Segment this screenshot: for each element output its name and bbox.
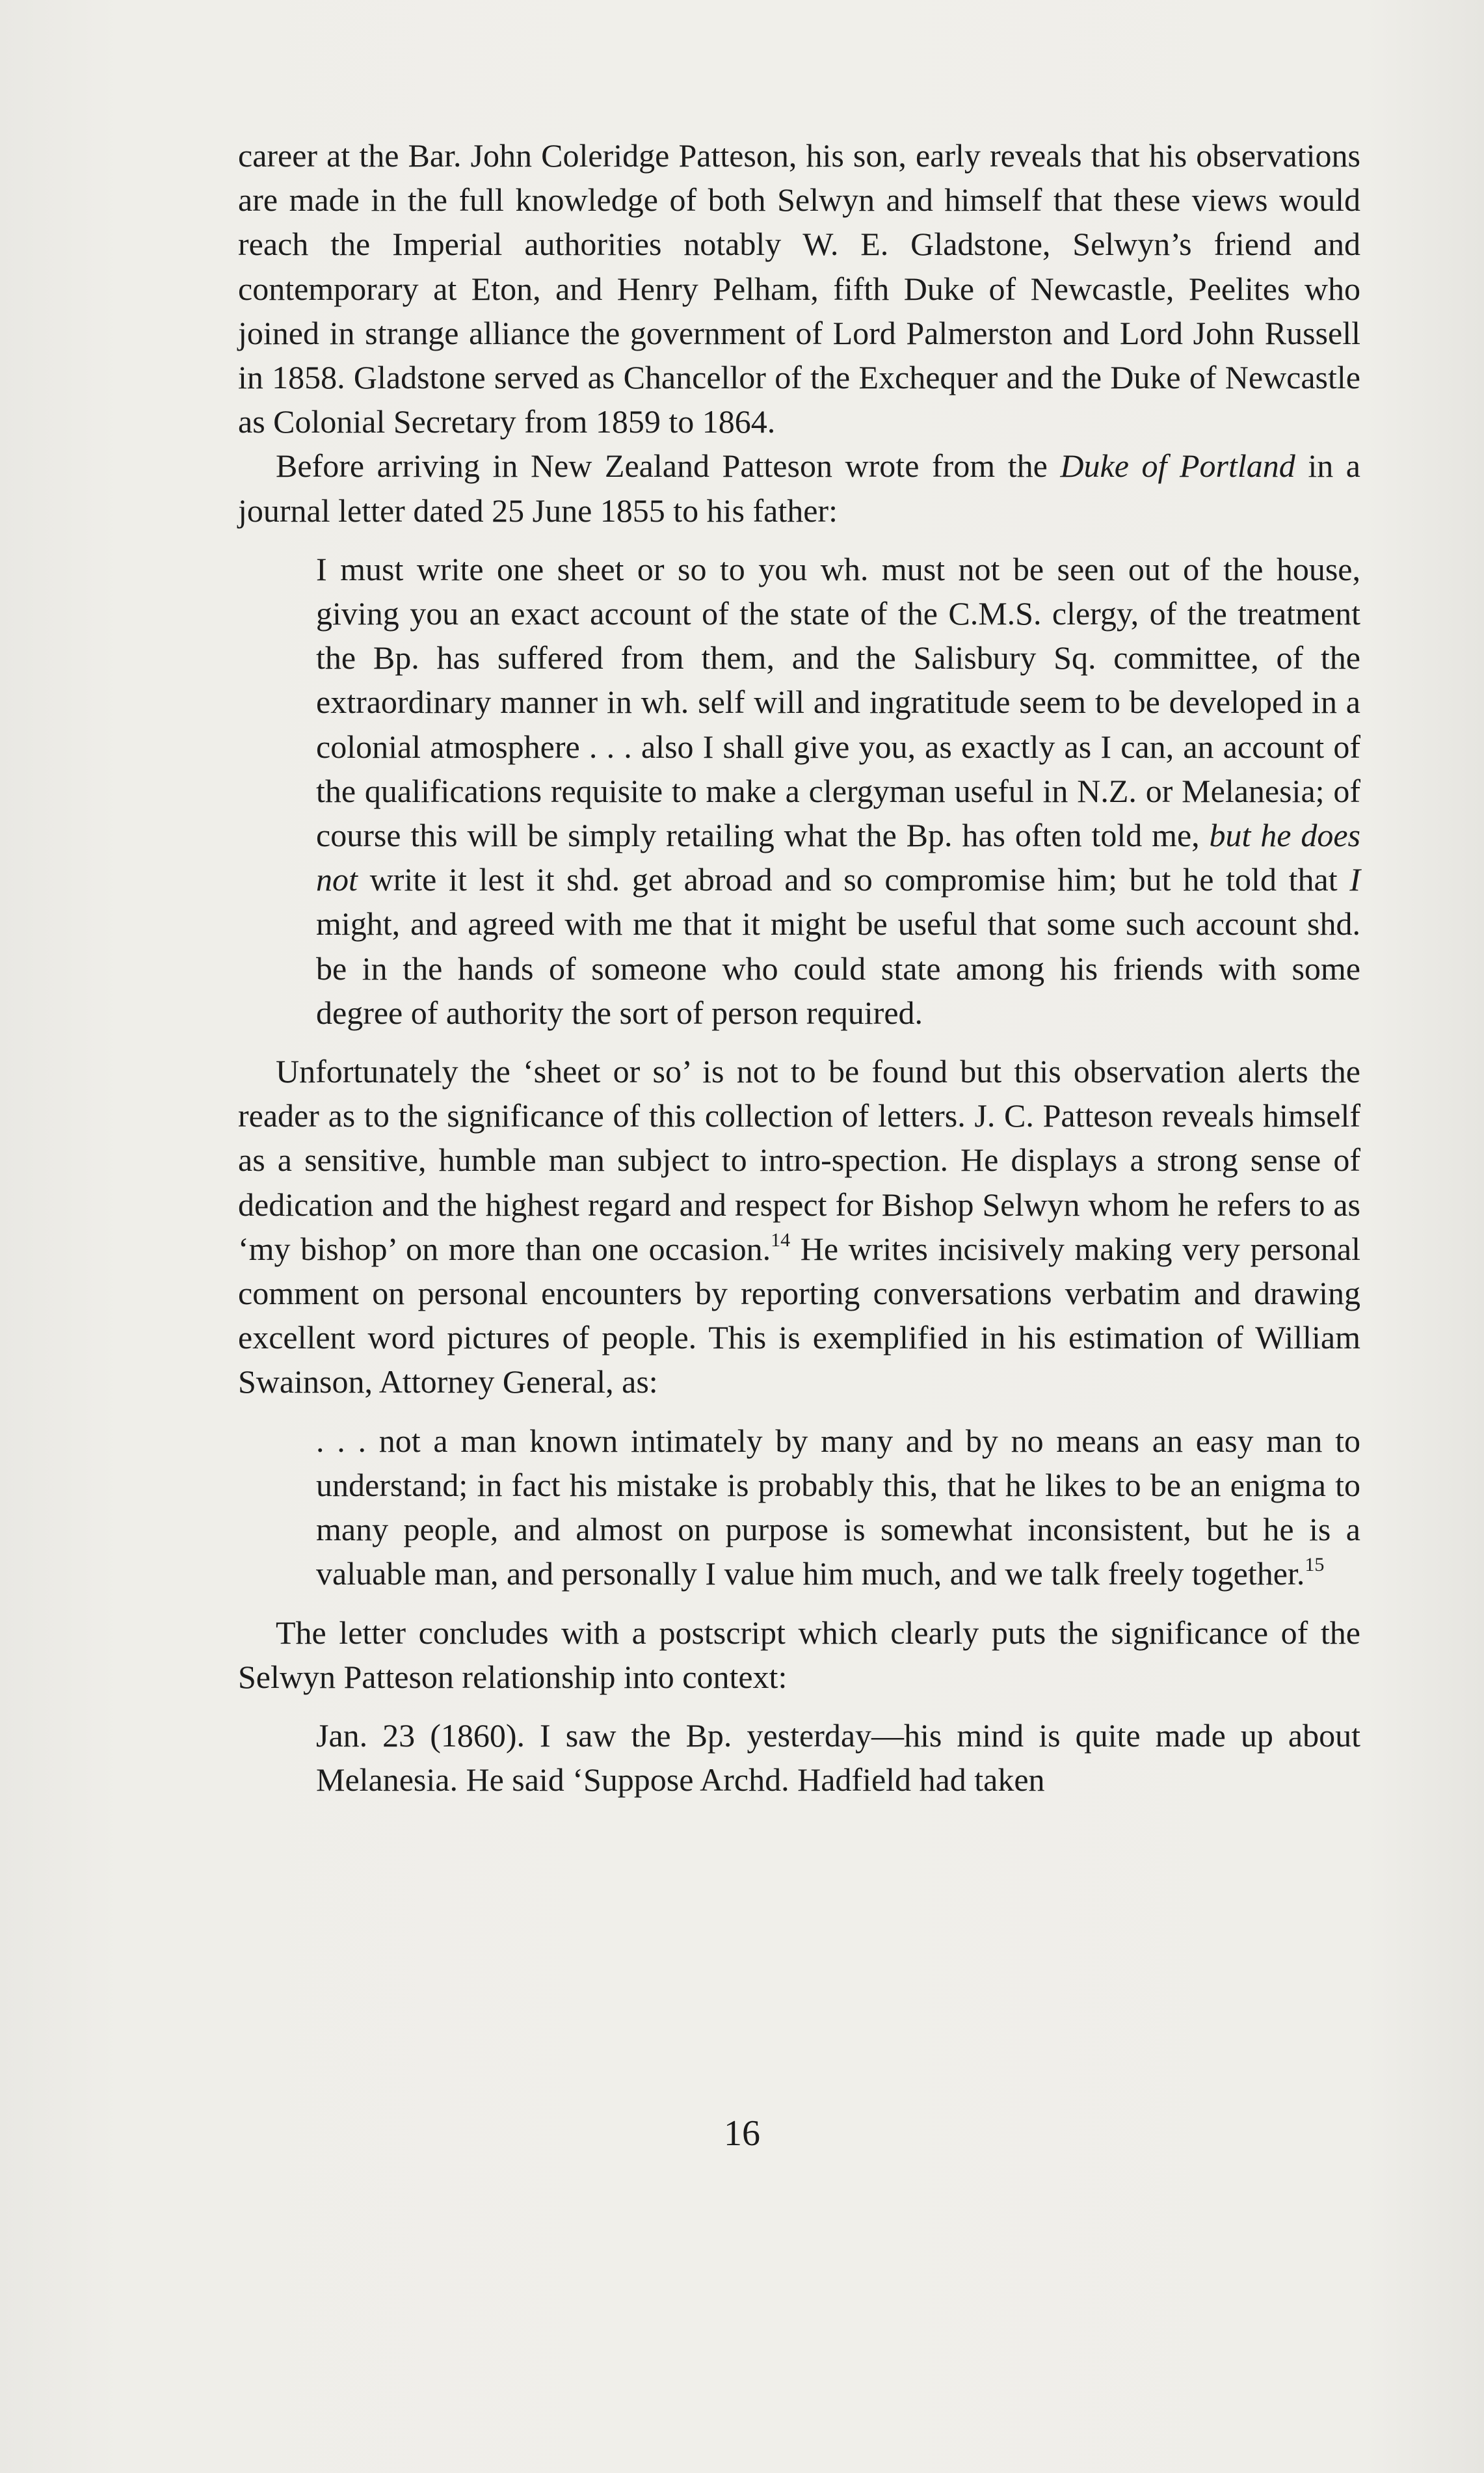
text-span: write it lest it shd. get abroad and so compromise him; but he told that [357, 861, 1350, 898]
emphasis-text: I [1349, 861, 1360, 898]
text-span: in a journal letter dated 25 June 1855 to his father: [238, 448, 1360, 529]
text-span: I must write one sheet or so to you wh. must not be seen out of the house, giving you an exact account of the state of the C.M.S. clergy, of the treatment the Bp. has suffered from them, and the Salisbury Sq. committee, of the extraordinary manner in wh. self will and ingratitude seem to be developed in a colonial atmosphere . . . also I shall give you, as exactly as I can, an account of the qualifications requisite to make a clergyman useful in N.Z. or Melanesia; of course this will be simply retailing what the Bp. has often told me, [316, 550, 1360, 854]
text-span: Unfortunately the ‘sheet or so’ is not to be found but this observation alerts the reader as to the significance of this collection of letters. J. C. Patteson reveals himself as a sensitive, humble man subject to intro-spection. He displays a strong sense of dedication and the highest regard and respect for Bishop Selwyn whom he refers to as ‘my bishop’ on more than one occasion. [238, 1053, 1360, 1267]
text-span: Before arriving in New Zealand Patteson wrote from the [276, 448, 1061, 485]
text-span: He writes incisively making very personal comment on personal encounters by reporting conversations verbatim and drawing excellent word pictures of people. This is exemplified in his estimation of William Swainson, Attorney General, as: [238, 1230, 1360, 1400]
block-quote-postscript [238, 1713, 1360, 1802]
block-quote-letter [238, 547, 1360, 1035]
ship-name: Duke of Portland [1060, 448, 1295, 485]
text-span: The letter concludes with a postscript which clearly puts the significance of the Selwyn Patteson relationship into context: [238, 1614, 1360, 1695]
text-span: career at the Bar. John Coleridge Patteson, his son, early reveals that his observations are made in the full knowledge of both Selwyn and himself that these views would reach the Imperial authorities notably W. E. Gladstone, Selwyn’s friend and contemporary at Eton, and Henry Pelham, fifth Duke of Newcastle, Peelites who joined in strange alliance the government of Lord Palmerston and Lord John Russell in 1858. Gladstone served as Chancellor of the Exchequer and the Duke of Newcastle as Colonial Secretary from 1859 to 1864. [238, 137, 1360, 440]
footnote-ref-15: 15 [1305, 1554, 1325, 1576]
paragraph-intro-letter [238, 444, 1360, 532]
paragraph-continuation [238, 133, 1360, 444]
paragraph-significance [238, 1049, 1360, 1404]
footnote-ref-14: 14 [771, 1229, 791, 1251]
body-text [238, 133, 1360, 1802]
page-number: 16 [724, 2113, 760, 2154]
text-span: Jan. 23 (1860). I saw the Bp. yesterday—his mind is quite made up about Melanesia. He said ‘Suppose Archd. Hadfield had taken [316, 1717, 1360, 1798]
text-span: . . . not a man known intimately by many and by no means an easy man to understand; in fact his mistake is probably this, that he likes to be an enigma to many people, and almost on purpose is somewhat inconsistent, but he is a valuable man, and personally I value him much, and we talk freely together. [316, 1422, 1360, 1592]
block-quote-swainson [238, 1419, 1360, 1596]
emphasis-text: but he does not [316, 817, 1361, 898]
text-span: might, and agreed with me that it might be useful that some such account shd. be in the hands of someone who could state among his friends with some degree of authority the sort of person required. [316, 905, 1360, 1031]
paragraph-postscript [238, 1611, 1360, 1699]
